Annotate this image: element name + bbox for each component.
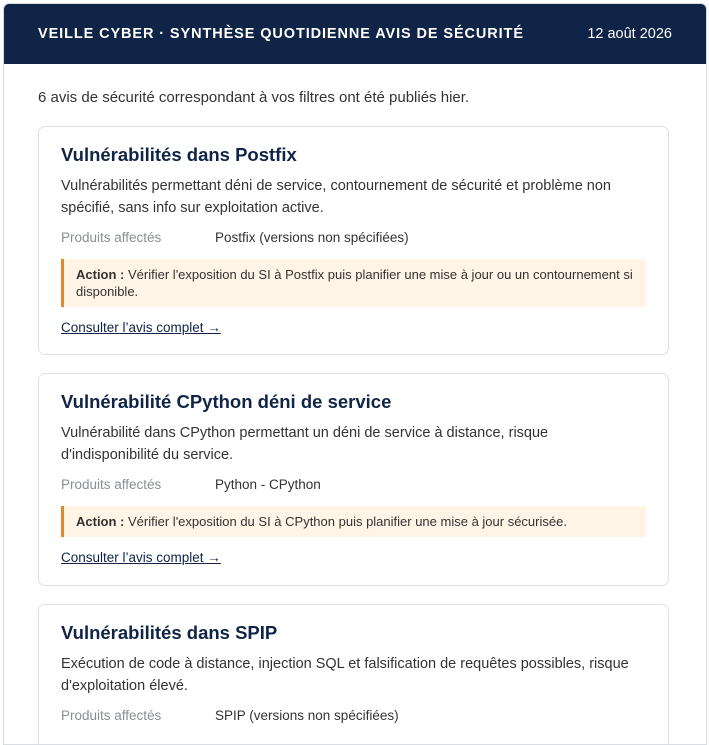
advisory-description: Exécution de code à distance, injection SQL et falsification de requêtes possibles, risque d'exploitation élevé. [61,656,629,694]
header-date: 12 août 2026 [587,26,672,42]
affected-products-value: Postfix (versions non spécifiées) [215,230,409,245]
advisory-card [38,373,669,586]
affected-products-label: Produits affectés [61,230,162,245]
action-box [61,259,646,307]
intro-text: 6 avis de sécurité correspondant à vos filtres ont été publiés hier. [38,89,470,106]
advisory-title: Vulnérabilités dans SPIP [61,622,278,643]
action-text: Vérifier l'exposition du SI à Postfix puis planifier une mise à jour ou un contournement si disponible. [76,267,633,299]
action-text: Vérifier l'exposition du SI à CPython puis planifier une mise à jour sécurisée. [128,514,567,529]
advisory-card [38,126,669,355]
affected-products-row [61,476,646,494]
advisory-card [38,604,669,745]
email-frame [3,3,707,745]
affected-products-value: Python - CPython [215,477,321,492]
advisory-full-link[interactable]: Consulter l’avis complet → [61,550,221,565]
header-bar [4,4,706,64]
advisory-description: Vulnérabilité dans CPython permettant un déni de service à distance, risque d'indisponibilité du service. [61,425,549,463]
header-title: VEILLE CYBER · SYNTHÈSE QUOTIDIENNE AVIS DE SÉCURITÉ [38,26,524,42]
affected-products-label: Produits affectés [61,477,162,492]
affected-products-row [61,229,646,247]
affected-products-value: SPIP (versions non spécifiées) [215,708,399,723]
advisory-description: Vulnérabilités permettant déni de service, contournement de sécurité et problème non spécifié, sans info sur exploitation active. [61,178,611,216]
action-label: Action : [76,514,125,529]
affected-products-row [61,707,646,725]
action-label: Action : [76,267,125,282]
action-box [61,506,646,537]
advisory-full-link[interactable]: Consulter l’avis complet → [61,320,221,335]
affected-products-label: Produits affectés [61,708,162,723]
advisory-title: Vulnérabilités dans Postfix [61,144,297,165]
advisory-title: Vulnérabilité CPython déni de service [61,391,392,412]
